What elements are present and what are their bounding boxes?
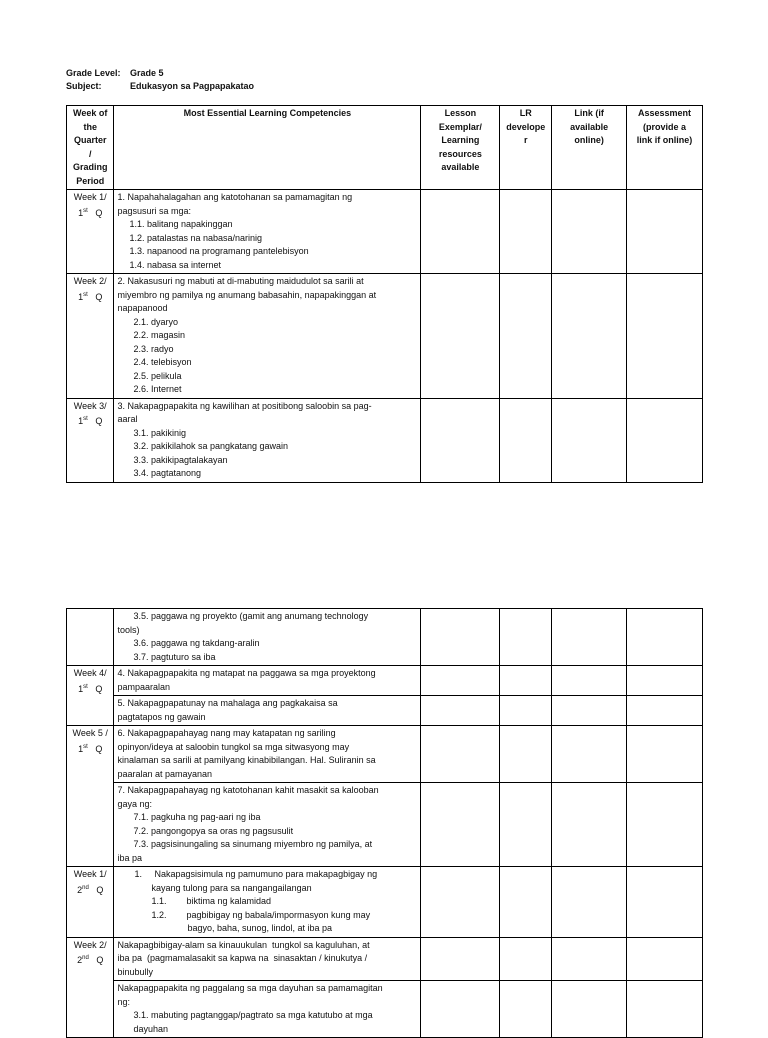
competency-subitem: 1.1. balitang napakinggan: [129, 219, 233, 229]
assessment-cell: [627, 867, 703, 938]
link-cell: [552, 190, 627, 274]
header-lr-developer: [500, 106, 552, 190]
competency-subitem: 1.1. biktima ng kalamidad: [151, 896, 272, 906]
lr-cell: [500, 696, 552, 726]
header-link-line: available: [570, 121, 609, 132]
competency-cell: [114, 190, 421, 274]
competency-subitem: dayuhan: [133, 1023, 168, 1034]
assessment-cell: [627, 696, 703, 726]
header-assessment: [627, 106, 703, 190]
assessment-cell: [627, 783, 703, 867]
table-row: [67, 398, 703, 482]
quarter-number: 1: [78, 743, 84, 754]
competencies-table-page-1: [66, 105, 703, 483]
link-cell: [552, 981, 627, 1038]
header-link-line: online): [574, 135, 604, 145]
competency-line: aaral: [117, 414, 138, 424]
subject-label: Subject:: [66, 81, 102, 91]
link-cell: [552, 726, 627, 783]
competency-cell: [114, 726, 421, 783]
week-label: Week 1/: [73, 192, 107, 202]
table-row: [67, 867, 703, 938]
assessment-cell: [627, 274, 703, 399]
link-cell: [552, 696, 627, 726]
competency-subitem: 1.4. nabasa sa internet: [129, 259, 222, 270]
quarter-suffix: Q: [95, 683, 103, 694]
quarter-ordinal: nd: [82, 884, 89, 891]
competency-line: 3. Nakapagpapakita ng kawilihan at positibong saloobin sa pag-: [117, 400, 372, 411]
competency-subitem: 1.2. patalastas na nabasa/narinig: [129, 232, 263, 243]
table-row: [67, 981, 703, 1038]
competency-cell: [114, 981, 421, 1038]
header-lr-line: develope: [506, 121, 546, 132]
competency-line: 7. Nakapagpapahayag ng katotohanan kahit masakit sa kalooban: [117, 785, 379, 795]
lesson-cell: [421, 981, 500, 1038]
competency-subitem: 2.3. radyo: [133, 343, 174, 354]
quarter-number: 1: [78, 291, 84, 302]
week-cell: [67, 937, 114, 1038]
lesson-cell: [421, 398, 500, 482]
assessment-cell: [627, 190, 703, 274]
header-lesson-line: available: [441, 162, 480, 172]
lr-cell: [500, 190, 552, 274]
competency-line: pagtatapos ng gawain: [117, 711, 206, 722]
week-label: Week 5 /: [72, 728, 108, 738]
header-lesson-line: Learning: [441, 135, 480, 145]
competency-subitem: 3.2. pakikilahok sa pangkatang gawain: [133, 441, 289, 451]
lr-cell: [500, 867, 552, 938]
week-cell: [67, 867, 114, 938]
table-row: [67, 666, 703, 696]
assessment-cell: [627, 609, 703, 666]
competency-subitem: 1.2. pagbibigay ng babala/impormasyon kung may: [151, 909, 371, 920]
grade-level-label: Grade Level:: [66, 68, 121, 78]
competency-subitem: 3.3. pakikipagtalakayan: [133, 454, 228, 465]
competency-subitem: 3.1. mabuting pagtanggap/pagtrato sa mga katutubo at mga: [133, 1010, 373, 1020]
header-lesson-line: resources: [438, 148, 482, 159]
quarter-label: [70, 882, 110, 898]
quarter-ordinal: st: [83, 743, 88, 750]
competency-line: 1. Napahahalagahan ang katotohanan sa pamamagitan ng: [117, 192, 353, 202]
week-label: Week 4/: [73, 668, 107, 678]
header-week-line: Grading: [72, 162, 108, 172]
quarter-label: [70, 289, 110, 305]
competency-subitem: 2.5. pelikula: [133, 370, 182, 381]
header-link: [552, 106, 627, 190]
document-header: [66, 67, 254, 93]
lr-cell: [500, 783, 552, 867]
header-lesson-line: Exemplar/: [438, 121, 482, 132]
competency-cell: [114, 666, 421, 696]
quarter-number: 2: [77, 955, 83, 965]
lesson-cell: [421, 190, 500, 274]
subject-value: Edukasyon sa Pagpapakatao: [130, 81, 255, 91]
lesson-cell: [421, 274, 500, 399]
quarter-suffix: Q: [95, 743, 103, 754]
competencies-table-page-2: [66, 608, 703, 1038]
lr-cell: [500, 937, 552, 981]
header-link-line: Link (if: [574, 108, 604, 118]
quarter-suffix: Q: [96, 884, 104, 895]
quarter-label: [70, 413, 110, 429]
lr-cell: [500, 666, 552, 696]
competency-line: gaya ng:: [117, 798, 152, 809]
competency-subitem: 3.4. pagtatanong: [133, 468, 202, 478]
header-lesson-line: Lesson: [444, 108, 477, 118]
quarter-ordinal: st: [83, 683, 88, 690]
quarter-number: 1: [78, 416, 84, 426]
quarter-suffix: Q: [95, 291, 103, 302]
week-cell: [67, 726, 114, 867]
competency-subitem: 3.6. paggawa ng takdang-aralin: [133, 638, 260, 648]
header-week-line: the: [83, 121, 97, 132]
lr-cell: [500, 398, 552, 482]
competency-line: 1. Nakapagsisimula ng pamumuno para makapagbigay ng: [134, 869, 378, 879]
competency-cell: [114, 609, 421, 666]
link-cell: [552, 609, 627, 666]
table-row: [67, 726, 703, 783]
link-cell: [552, 274, 627, 399]
table-row: [67, 274, 703, 399]
table-row: [67, 696, 703, 726]
week-label: Week 2/: [73, 276, 107, 286]
header-assessment-line: Assessment: [637, 108, 692, 118]
competency-line: miyembro ng pamilya ng anumang babasahin, napapakinggan at: [117, 289, 377, 300]
header-lr-line: r: [524, 135, 528, 145]
week-cell: [67, 190, 114, 274]
quarter-suffix: Q: [96, 955, 104, 965]
assessment-cell: [627, 981, 703, 1038]
link-cell: [552, 666, 627, 696]
competency-subitem: 1.3. napanood na programang pantelebisyon: [129, 246, 309, 256]
lesson-cell: [421, 783, 500, 867]
header-lr-line: LR: [519, 108, 532, 118]
quarter-label: [70, 681, 110, 697]
grade-level-value: Grade 5: [130, 68, 164, 78]
link-cell: [552, 867, 627, 938]
competency-line: binubully: [117, 966, 153, 977]
grade-level-row: [66, 67, 254, 80]
assessment-cell: [627, 666, 703, 696]
competency-subitem: 2.6. Internet: [133, 384, 182, 394]
competency-line: pampaaralan: [117, 681, 170, 692]
competency-line: Nakapagpapakita ng paggalang sa mga dayuhan sa pamamagitan: [117, 983, 383, 993]
lr-cell: [500, 981, 552, 1038]
quarter-label: [70, 741, 110, 757]
competency-line: napapanood: [117, 303, 168, 313]
quarter-ordinal: st: [83, 416, 88, 422]
competency-line: kayang tulong para sa nangangailangan: [151, 882, 312, 893]
competency-subitem: 7.3. pagsisinungaling sa sinumang miyembro ng pamilya, at: [133, 839, 373, 849]
header-week-line: Week of: [73, 108, 108, 118]
header-week-line: Quarter: [73, 135, 107, 145]
quarter-number: 2: [77, 884, 83, 895]
header-competencies: Most Essential Learning Competencies: [114, 106, 421, 190]
lr-cell: [500, 609, 552, 666]
table-row: [67, 609, 703, 666]
competency-line: kinalaman sa sarili at pamilyang kinabibilangan. Hal. Suliranin sa: [117, 755, 376, 765]
week-cell: [67, 274, 114, 399]
competency-cell: [114, 783, 421, 867]
link-cell: [552, 937, 627, 981]
competency-line: pagsusuri sa mga:: [117, 205, 191, 216]
competency-cell: [114, 274, 421, 399]
assessment-cell: [627, 937, 703, 981]
header-assessment-line: link if online): [636, 135, 693, 145]
header-week-line: /: [88, 148, 92, 159]
table-row: [67, 783, 703, 867]
table-header-row: [67, 106, 703, 190]
competency-line: paaralan at pamayanan: [117, 768, 213, 779]
competency-subitem: bagyo, baha, sunog, lindol, at iba pa: [187, 923, 333, 933]
competency-line: 5. Nakapagpapatunay na mahalaga ang pagkakaisa sa: [117, 698, 338, 708]
competency-line: tools): [117, 624, 140, 635]
competency-cell: [114, 867, 421, 938]
lesson-cell: [421, 726, 500, 783]
quarter-suffix: Q: [95, 416, 103, 426]
quarter-suffix: Q: [95, 207, 103, 218]
table-row: [67, 937, 703, 981]
assessment-cell: [627, 726, 703, 783]
lesson-cell: [421, 696, 500, 726]
week-label: Week 3/: [73, 400, 107, 411]
competency-subitem: 2.4. telebisyon: [133, 357, 192, 367]
link-cell: [552, 783, 627, 867]
lesson-cell: [421, 666, 500, 696]
week-label: Week 2/: [73, 939, 107, 950]
competency-cell: [114, 696, 421, 726]
week-label: Week 1/: [73, 869, 107, 879]
quarter-label: [70, 952, 110, 968]
competency-cell: [114, 937, 421, 981]
quarter-ordinal: nd: [82, 955, 89, 961]
lesson-cell: [421, 609, 500, 666]
competency-subitem: 3.1. pakikinig: [133, 427, 186, 438]
competency-subitem: 2.1. dyaryo: [133, 316, 178, 327]
competency-line: iba pa: [117, 852, 142, 863]
competency-subitem: 7.2. pangongopya sa oras ng pagsusulit: [133, 825, 294, 836]
competency-line: 2. Nakasusuri ng mabuti at di-mabuting maidudulot sa sarili at: [117, 276, 364, 286]
competency-line: Nakapagbibigay-alam sa kinauukulan tungkol sa kaguluhan, at: [117, 939, 370, 950]
competency-line: opinyon/ideya at saloobin tungkol sa mga sitwasyong may: [117, 741, 350, 752]
competency-subitem: 2.2. magasin: [133, 330, 185, 340]
competency-cell: [114, 398, 421, 482]
competency-line: ng:: [117, 996, 130, 1007]
week-cell: [67, 609, 114, 666]
quarter-label: [70, 205, 110, 221]
competency-line: iba pa (pagmamalasakit sa kapwa na sinasaktan / kinukutya /: [117, 953, 368, 963]
competency-subitem: 3.5. paggawa ng proyekto (gamit ang anumang technology: [133, 611, 369, 621]
lesson-cell: [421, 867, 500, 938]
header-week-line: Period: [76, 175, 105, 186]
quarter-ordinal: st: [83, 207, 88, 214]
competency-subitem: 3.7. pagtuturo sa iba: [133, 651, 216, 662]
header-lesson: [421, 106, 500, 190]
header-assessment-line: (provide a: [643, 121, 687, 132]
lr-cell: [500, 274, 552, 399]
competency-line: 6. Nakapagpapahayag nang may katapatan ng sariling: [117, 728, 336, 738]
week-cell: [67, 398, 114, 482]
lesson-cell: [421, 937, 500, 981]
link-cell: [552, 398, 627, 482]
table-row: [67, 190, 703, 274]
assessment-cell: [627, 398, 703, 482]
subject-row: [66, 80, 254, 93]
week-cell: [67, 666, 114, 726]
lr-cell: [500, 726, 552, 783]
competency-line: 4. Nakapagpapakita ng matapat na paggawa sa mga proyektong: [117, 668, 376, 678]
competency-subitem: 7.1. pagkuha ng pag-aari ng iba: [133, 812, 261, 822]
header-week: [67, 106, 114, 190]
quarter-ordinal: st: [83, 291, 88, 298]
quarter-number: 1: [78, 683, 84, 694]
quarter-number: 1: [78, 207, 84, 218]
